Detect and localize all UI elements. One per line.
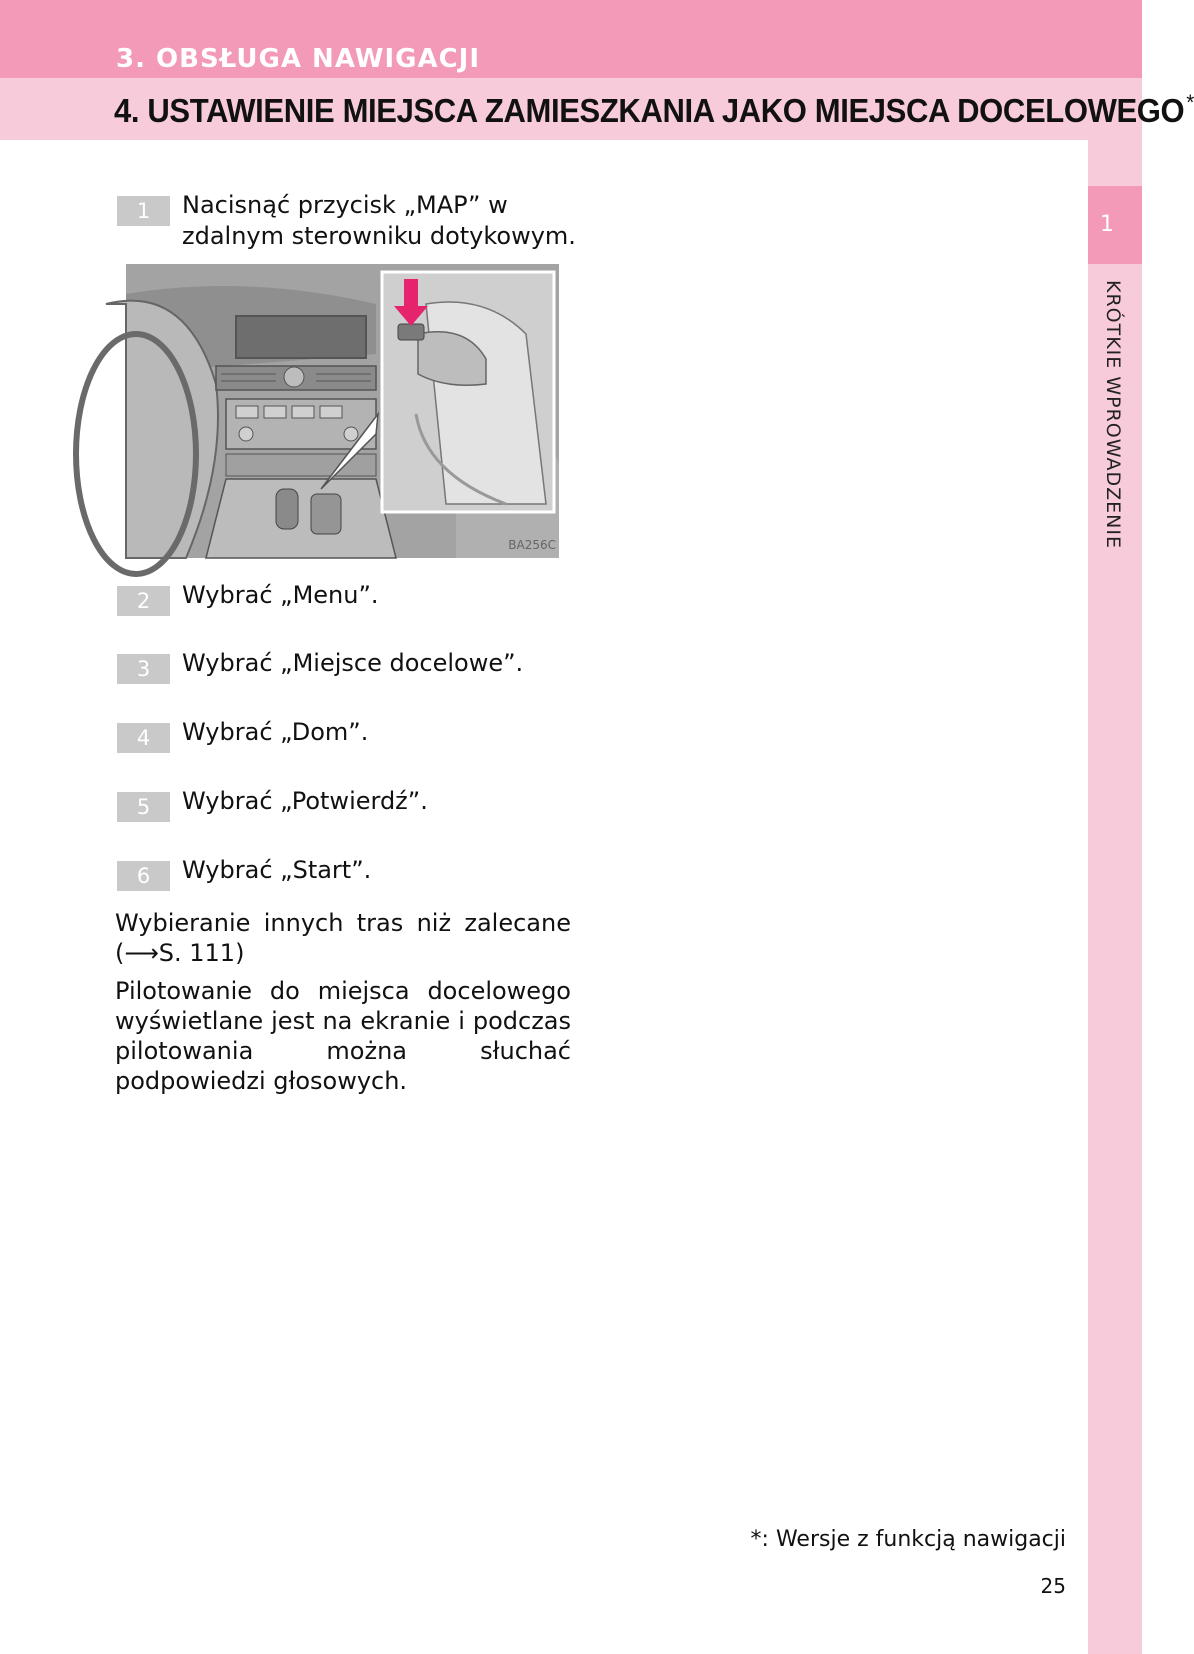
step-text: Wybrać „Miejsce docelowe”. bbox=[182, 649, 524, 677]
page-number: 25 bbox=[1040, 1574, 1066, 1598]
section-label: 3. OBSŁUGA NAWIGACJI bbox=[116, 44, 481, 74]
step-number-badge: 3 bbox=[117, 654, 170, 684]
step-1 bbox=[117, 190, 577, 254]
page-title bbox=[114, 90, 1194, 130]
step-text: Nacisnąć przycisk „MAP” w zdalnym sterowniku dotykowym. bbox=[182, 191, 576, 250]
note-other-routes: Wybieranie innych tras niż zalecane (⟶S. 111) bbox=[115, 909, 571, 967]
step-6 bbox=[117, 855, 577, 891]
step-number-badge: 5 bbox=[117, 792, 170, 822]
step-text: Wybrać „Potwierdź”. bbox=[182, 787, 428, 815]
page-title-text: 4. USTAWIENIE MIEJSCA ZAMIESZKANIA JAKO MIEJSCA DOCELOWEGO bbox=[114, 92, 1185, 129]
figure-code: BA256C bbox=[508, 538, 556, 552]
step-number-badge: 6 bbox=[117, 861, 170, 891]
step-5 bbox=[117, 786, 577, 822]
step-number-badge: 1 bbox=[117, 196, 170, 226]
note-guidance: Pilotowanie do miejsca docelowego wyświetlane jest na ekranie i podczas pilotowania można słuchać podpowiedzi głosowych. bbox=[115, 977, 571, 1095]
chapter-label: KRÓTKIE WPROWADZENIE bbox=[1102, 280, 1124, 549]
step-number-badge: 2 bbox=[117, 586, 170, 616]
step-4 bbox=[117, 717, 577, 753]
console-drawing bbox=[126, 264, 559, 558]
step-2 bbox=[117, 580, 577, 616]
step-text: Wybrać „Dom”. bbox=[182, 718, 369, 746]
step-text: Wybrać „Menu”. bbox=[182, 581, 379, 609]
footnote: *: Wersje z funkcją nawigacji bbox=[750, 1527, 1066, 1552]
console-illustration bbox=[126, 264, 559, 558]
title-asterisk: * bbox=[1186, 90, 1194, 115]
step-3 bbox=[117, 648, 577, 684]
step-number-badge: 4 bbox=[117, 723, 170, 753]
chapter-number: 1 bbox=[1100, 212, 1114, 237]
step-text: Wybrać „Start”. bbox=[182, 856, 372, 884]
